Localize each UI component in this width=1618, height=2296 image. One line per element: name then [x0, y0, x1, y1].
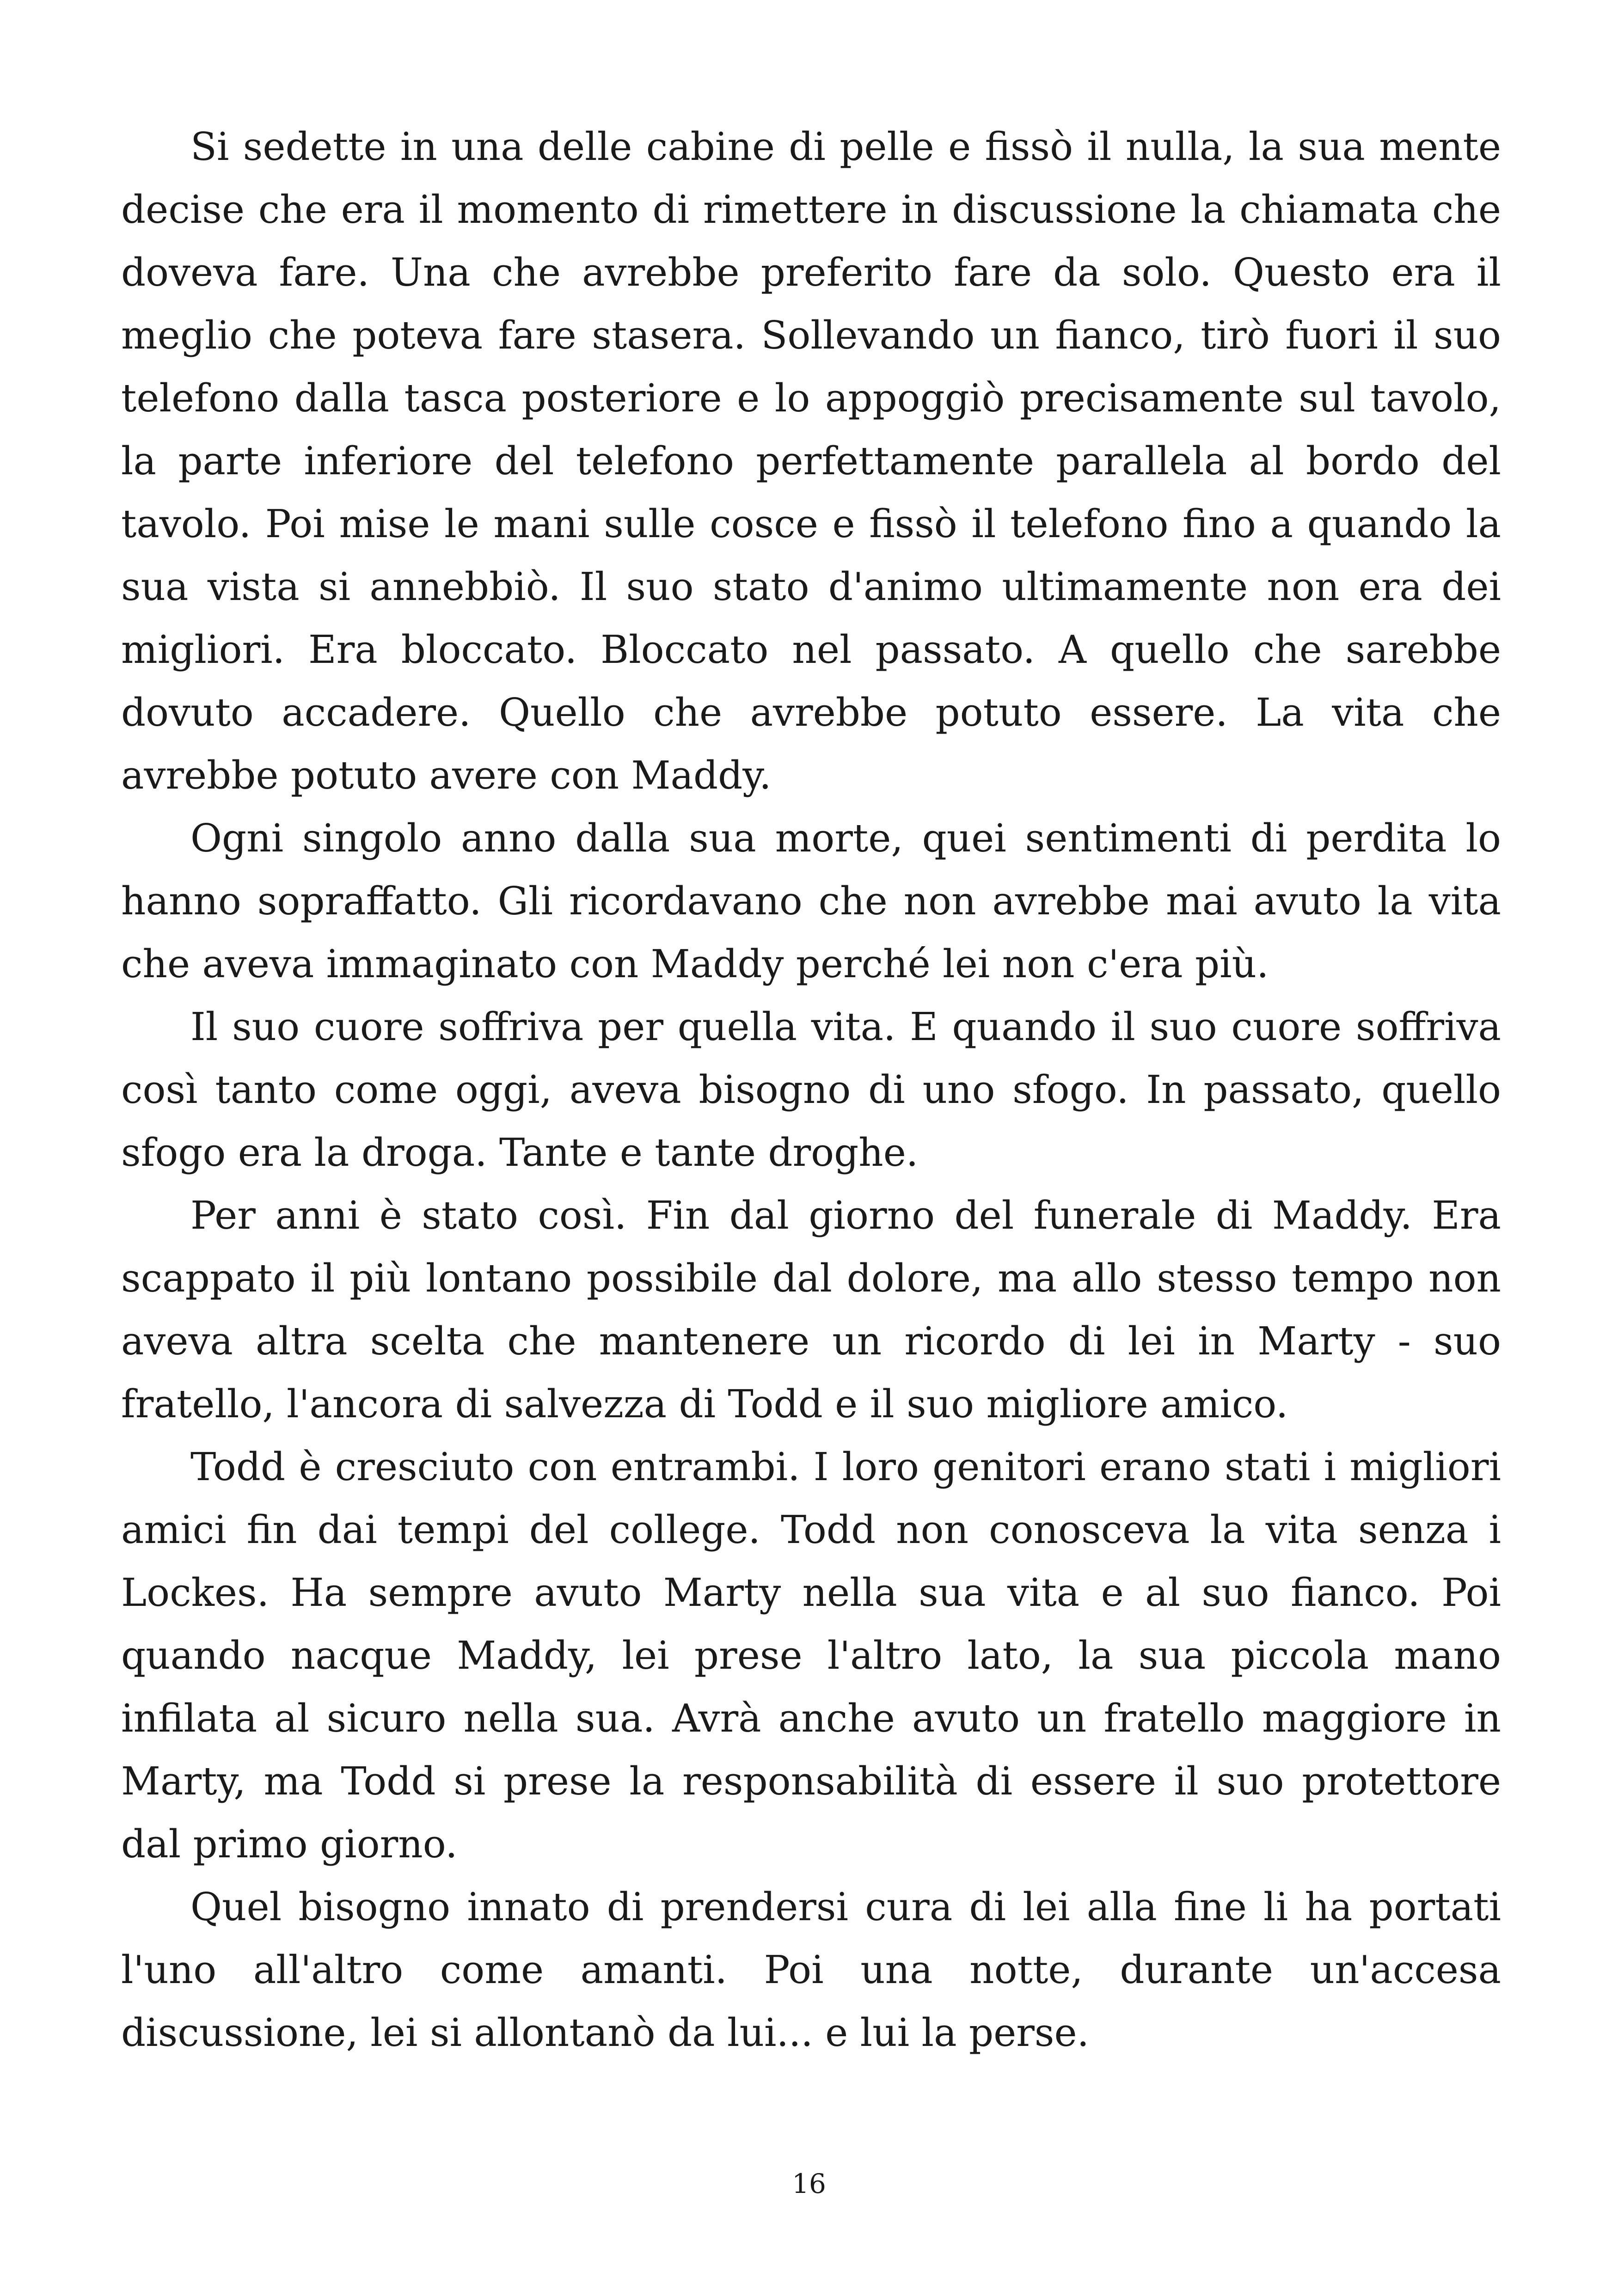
- paragraph: Ogni singolo anno dalla sua morte, quei sentimenti di perdita lo hanno sopraffatto. Gli ricordavano che non avrebbe mai avuto la vita che aveva immaginato con Maddy perché lei non c'era più.: [121, 816, 1501, 986]
- paragraph: Quel bisogno innato di prendersi cura di lei alla fine li ha portati l'uno all'altro come amanti. Poi una notte, durante un'accesa discussione, lei si allontanò da lui... e lui la perse.: [121, 1885, 1501, 2055]
- page-number: 16: [792, 2168, 826, 2199]
- body-text: [121, 116, 1501, 2064]
- paragraph: Il suo cuore soffriva per quella vita. E quando il suo cuore soffriva così tanto come oggi, aveva bisogno di uno sfogo. In passato, quello sfogo era la droga. Tante e tante droghe.: [121, 1004, 1501, 1175]
- paragraph: Si sedette in una delle cabine di pelle e fissò il nulla, la sua mente decise che era il momento di rimettere in discussione la chiamata che doveva fare. Una che avrebbe preferito fare da solo. Questo era il meglio che poteva fare stasera. Sollevando un fianco, tirò fuori il suo telefono dalla tasca posteriore e lo appoggiò precisamente sul tavolo, la parte inferiore del telefono perfettamente parallela al bordo del tavolo. Poi mise le mani sulle cosce e fissò il telefono fino a quando la sua vista si annebbiò. Il suo stato d'animo ultimamente non era dei migliori. Era bloccato. Bloccato nel passato. A quello che sarebbe dovuto accadere. Quello che avrebbe potuto essere. La vita che avrebbe potuto avere con Maddy.: [121, 124, 1501, 798]
- paragraph: Todd è cresciuto con entrambi. I loro genitori erano stati i migliori amici fin dai tempi del college. Todd non conosceva la vita senza i Lockes. Ha sempre avuto Marty nella sua vita e al suo fianco. Poi quando nacque Maddy, lei prese l'altro lato, la sua piccola mano infilata al sicuro nella sua. Avrà anche avuto un fratello maggiore in Marty, ma Todd si prese la responsabilità di essere il suo protettore dal primo giorno.: [121, 1445, 1501, 1867]
- paragraph: Per anni è stato così. Fin dal giorno del funerale di Maddy. Era scappato il più lontano possibile dal dolore, ma allo stesso tempo non aveva altra scelta che mantenere un ricordo di lei in Marty - suo fratello, l'ancora di salvezza di Todd e il suo migliore amico.: [121, 1193, 1501, 1427]
